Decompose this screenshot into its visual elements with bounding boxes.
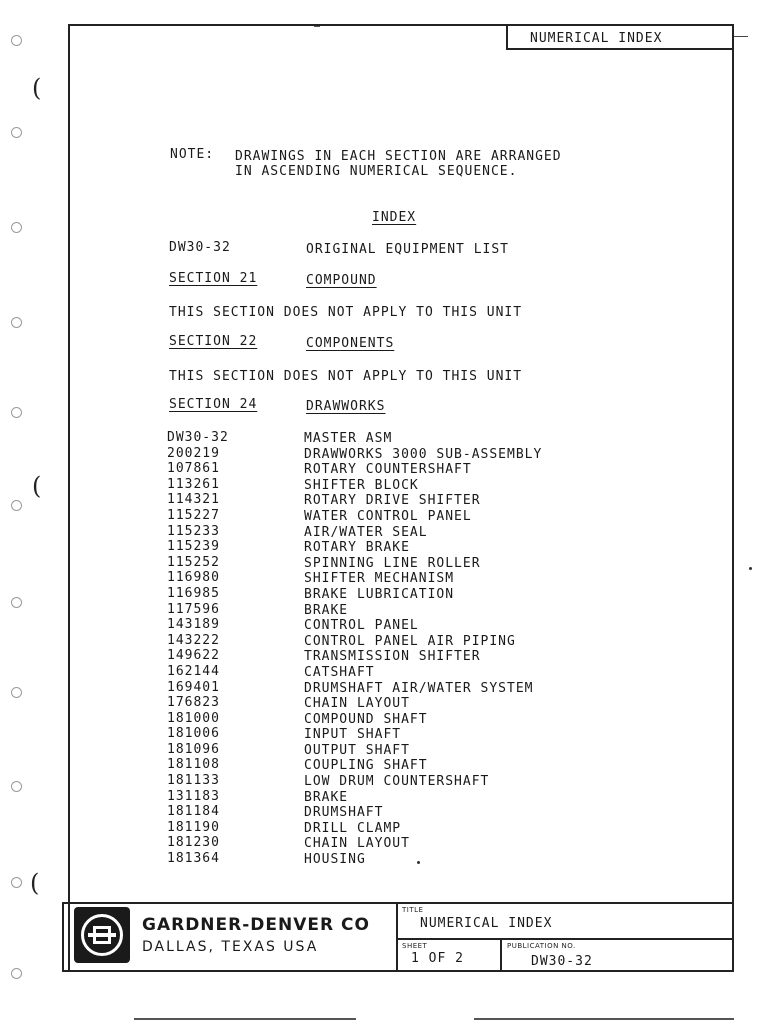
drawing-number: 143189 <box>167 617 220 633</box>
drawing-title: CHAIN LAYOUT <box>304 836 410 852</box>
binder-hole <box>11 407 22 418</box>
drawing-title: WATER CONTROL PANEL <box>304 508 472 524</box>
gardner-denver-logo-icon <box>74 907 130 963</box>
drawing-number: 131183 <box>167 788 220 804</box>
drawing-number: 181006 <box>167 726 220 742</box>
drawing-title: ROTARY COUNTERSHAFT <box>304 462 472 478</box>
drawing-number: 116985 <box>167 585 220 601</box>
speck <box>749 567 752 570</box>
drawing-title: LOW DRUM COUNTERSHAFT <box>304 774 490 790</box>
drawing-number: 115233 <box>167 523 220 539</box>
binder-hole <box>11 35 22 46</box>
title-value: NUMERICAL INDEX <box>420 916 553 931</box>
title-block-divider <box>500 938 502 972</box>
scan-edge <box>134 1018 356 1020</box>
note-label: NOTE: <box>170 147 215 162</box>
binder-mark: ( <box>32 472 42 500</box>
drawing-title-column <box>304 431 542 868</box>
title-block-divider <box>396 902 398 972</box>
drawing-title: DRILL CLAMP <box>304 820 402 836</box>
drawing-number: 115239 <box>167 539 220 555</box>
section-21-name: COMPOUND <box>306 273 377 288</box>
note-line-1: DRAWINGS IN EACH SECTION ARE ARRANGED <box>235 149 562 164</box>
binder-hole <box>11 687 22 698</box>
scan-edge <box>474 1018 734 1020</box>
drawing-title: INPUT SHAFT <box>304 727 402 743</box>
section-24-label: SECTION 24 <box>169 397 258 412</box>
publication-number: DW30-32 <box>531 954 593 969</box>
original-desc: ORIGINAL EQUIPMENT LIST <box>306 242 510 257</box>
binder-hole <box>11 877 22 888</box>
sheet-value: 1 OF 2 <box>411 951 464 966</box>
drawing-title: CONTROL PANEL AIR PIPING <box>304 633 516 649</box>
drawing-title: BRAKE <box>304 602 349 618</box>
section-21-label: SECTION 21 <box>169 271 258 286</box>
drawing-title: TRANSMISSION SHIFTER <box>304 649 481 665</box>
drawing-title: DRAWWORKS 3000 SUB-ASSEMBLY <box>304 446 543 462</box>
drawing-number: 107861 <box>167 461 220 477</box>
title-block <box>62 902 734 972</box>
drawing-number-column <box>167 430 229 867</box>
drawing-number: 116980 <box>167 570 220 586</box>
drawing-number: 181133 <box>167 773 220 789</box>
header-line <box>734 36 748 37</box>
section-22-label: SECTION 22 <box>169 334 258 349</box>
section-22-note: THIS SECTION DOES NOT APPLY TO THIS UNIT <box>169 369 523 384</box>
frame-tick <box>314 20 320 27</box>
drawing-title: BRAKE <box>304 789 349 805</box>
binder-hole <box>11 222 22 233</box>
title-label: TITLE <box>402 906 424 914</box>
publication-label: PUBLICATION NO. <box>507 942 576 950</box>
drawing-number: 149622 <box>167 648 220 664</box>
drawing-title: OUTPUT SHAFT <box>304 742 410 758</box>
drawing-title: BRAKE LUBRICATION <box>304 586 455 602</box>
drawing-number: 200219 <box>167 445 220 461</box>
index-heading: INDEX <box>372 210 417 225</box>
drawing-number: 117596 <box>167 601 220 617</box>
drawing-title: SHIFTER MECHANISM <box>304 571 455 587</box>
drawing-title: MASTER ASM <box>304 431 393 446</box>
speck <box>417 861 420 864</box>
sheet-label: SHEET <box>402 942 428 950</box>
drawing-number: 115252 <box>167 554 220 570</box>
company-name: GARDNER-DENVER CO <box>142 915 370 935</box>
binder-hole <box>11 127 22 138</box>
drawing-title: CHAIN LAYOUT <box>304 696 410 712</box>
drawing-title: COUPLING SHAFT <box>304 758 428 774</box>
binder-hole <box>11 781 22 792</box>
drawing-number: 169401 <box>167 679 220 695</box>
drawing-number: 181190 <box>167 819 220 835</box>
drawing-title: CONTROL PANEL <box>304 618 419 634</box>
drawing-number: 181096 <box>167 741 220 757</box>
drawing-number: 114321 <box>167 492 220 508</box>
drawing-number: 181108 <box>167 757 220 773</box>
drawing-number: 181230 <box>167 835 220 851</box>
drawing-number: 176823 <box>167 695 220 711</box>
section-21-note: THIS SECTION DOES NOT APPLY TO THIS UNIT <box>169 305 523 320</box>
header-title-box <box>506 24 734 50</box>
drawing-number: 113261 <box>167 476 220 492</box>
header-title: NUMERICAL INDEX <box>530 31 663 46</box>
binder-hole <box>11 500 22 511</box>
drawing-number: 115227 <box>167 507 220 523</box>
drawing-title: AIR/WATER SEAL <box>304 524 428 540</box>
binder-hole <box>11 317 22 328</box>
note-line-2: IN ASCENDING NUMERICAL SEQUENCE. <box>235 164 518 179</box>
drawing-title: HOUSING <box>304 852 366 868</box>
section-24-name: DRAWWORKS <box>306 399 386 414</box>
drawing-title: DRUMSHAFT AIR/WATER SYSTEM <box>304 680 534 696</box>
drawing-number: 143222 <box>167 632 220 648</box>
binder-mark: ( <box>30 869 40 897</box>
drawing-title: CATSHAFT <box>304 664 375 680</box>
drawing-number: 181184 <box>167 804 220 820</box>
company-location: DALLAS, TEXAS USA <box>142 939 319 955</box>
drawing-title: ROTARY DRIVE SHIFTER <box>304 493 481 509</box>
drawing-number: 181000 <box>167 710 220 726</box>
binder-hole <box>11 597 22 608</box>
drawing-title: DRUMSHAFT <box>304 805 384 821</box>
section-22-name: COMPONENTS <box>306 336 395 351</box>
binder-mark: ( <box>32 74 42 102</box>
drawing-title: ROTARY BRAKE <box>304 540 410 556</box>
drawing-title: SHIFTER BLOCK <box>304 477 419 493</box>
drawing-title: SPINNING LINE ROLLER <box>304 555 481 571</box>
drawing-number: 162144 <box>167 663 220 679</box>
drawing-title: COMPOUND SHAFT <box>304 711 428 727</box>
original-code: DW30-32 <box>169 240 231 255</box>
drawing-number: 181364 <box>167 851 220 867</box>
title-block-divider <box>396 938 734 940</box>
binder-hole <box>11 968 22 979</box>
drawing-number: DW30-32 <box>167 430 229 445</box>
